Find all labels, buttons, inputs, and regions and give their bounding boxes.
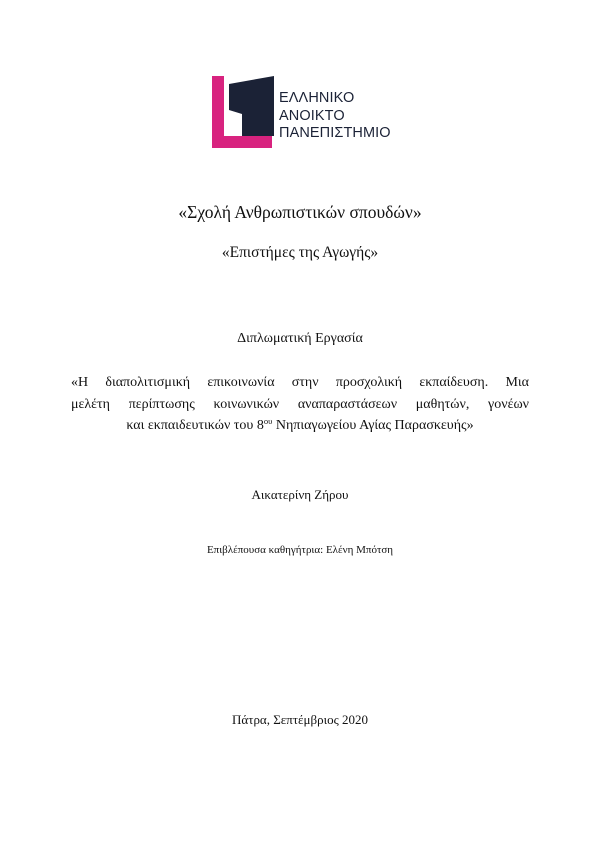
university-logo-text: [279, 90, 391, 143]
place-and-date: Πάτρα, Σεπτέμβριος 2020: [232, 712, 368, 727]
thesis-title: [71, 372, 529, 437]
logo-line-3: ΠΑΝΕΠΙΣΤΗΜΙΟ: [279, 125, 391, 141]
logo-line-1: ΕΛΛΗΝΙΚΟ: [279, 90, 355, 106]
supervisor-line: Επιβλέπουσα καθηγήτρια: Ελένη Μπότση: [206, 544, 394, 556]
school-name: «Σχολή Ανθρωπιστικών σπουδών»: [178, 202, 422, 222]
author-name: Αικατερίνη Ζήρου: [251, 487, 349, 502]
ordinal-superscript: ου: [263, 416, 273, 426]
thesis-title-line-2: μελέτη περίπτωσης κοινωνικών αναπαραστάσεων μαθητών, γονέων: [71, 396, 529, 412]
thesis-type-label: Διπλωματική Εργασία: [237, 331, 363, 346]
university-logo: [212, 76, 402, 152]
thesis-title-line-3: [71, 415, 529, 437]
thesis-title-line-3-end: Νηπιαγωγείου Αγίας Παρασκευής»: [272, 418, 474, 433]
thesis-title-line-3-start: και εκπαιδευτικών του 8: [126, 418, 264, 433]
university-logo-mark-icon: [212, 76, 276, 150]
logo-line-2: ΑΝΟΙΚΤΟ: [279, 107, 345, 124]
department-name: «Επιστήμες της Αγωγής»: [221, 244, 379, 261]
thesis-title-line-1: «Η διαπολιτισμική επικοινωνία στην προσχολική εκπαίδευση. Μια: [71, 375, 529, 390]
